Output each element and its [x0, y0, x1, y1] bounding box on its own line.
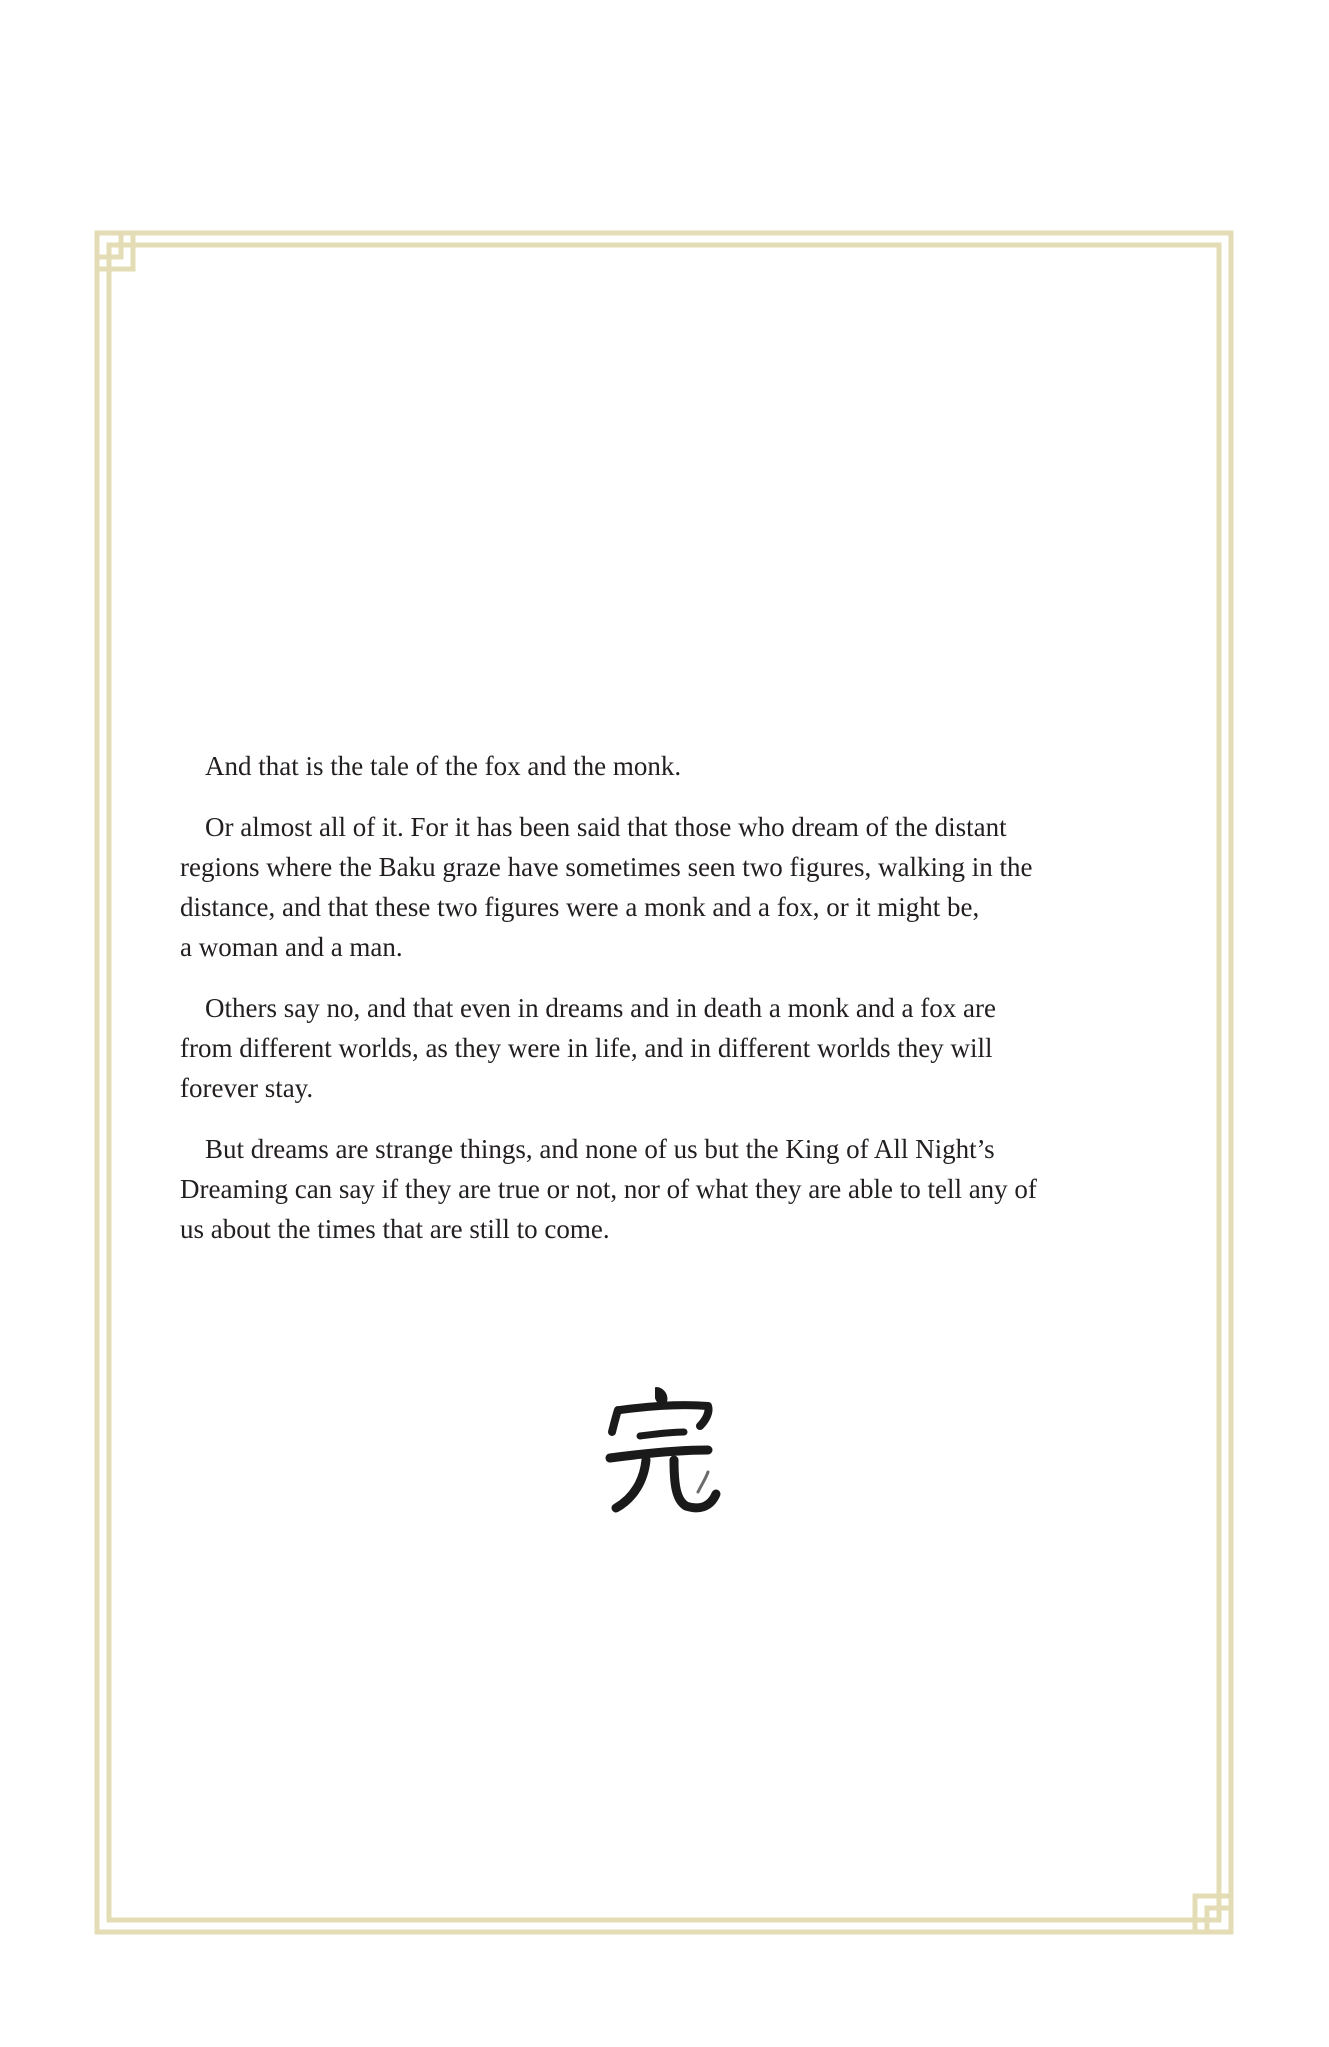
frame-corner-bottom-right	[1195, 1896, 1231, 1932]
frame-corner-top-left	[97, 233, 133, 269]
paragraph-2: Or almost all of it. For it has been said that those who dream of the distant regions where the Baku graze have sometimes seen two figures, walking in the distance, and that these two figures were a monk and a fox, or it might be, a woman and a man.	[180, 812, 1033, 962]
story-text	[180, 746, 1160, 1270]
paragraph-3: Others say no, and that even in dreams and in death a monk and a fox are from different worlds, as they were in life, and in different worlds they will forever stay.	[180, 993, 996, 1103]
paragraph-4: But dreams are strange things, and none of us but the King of All Night’s Dreaming can say if they are true or not, nor of what they are able to tell any of us about the times that are still to come.	[180, 1134, 1037, 1244]
paragraph-1: And that is the tale of the fox and the monk.	[205, 751, 682, 781]
end-calligraphy-seal	[590, 1380, 730, 1520]
